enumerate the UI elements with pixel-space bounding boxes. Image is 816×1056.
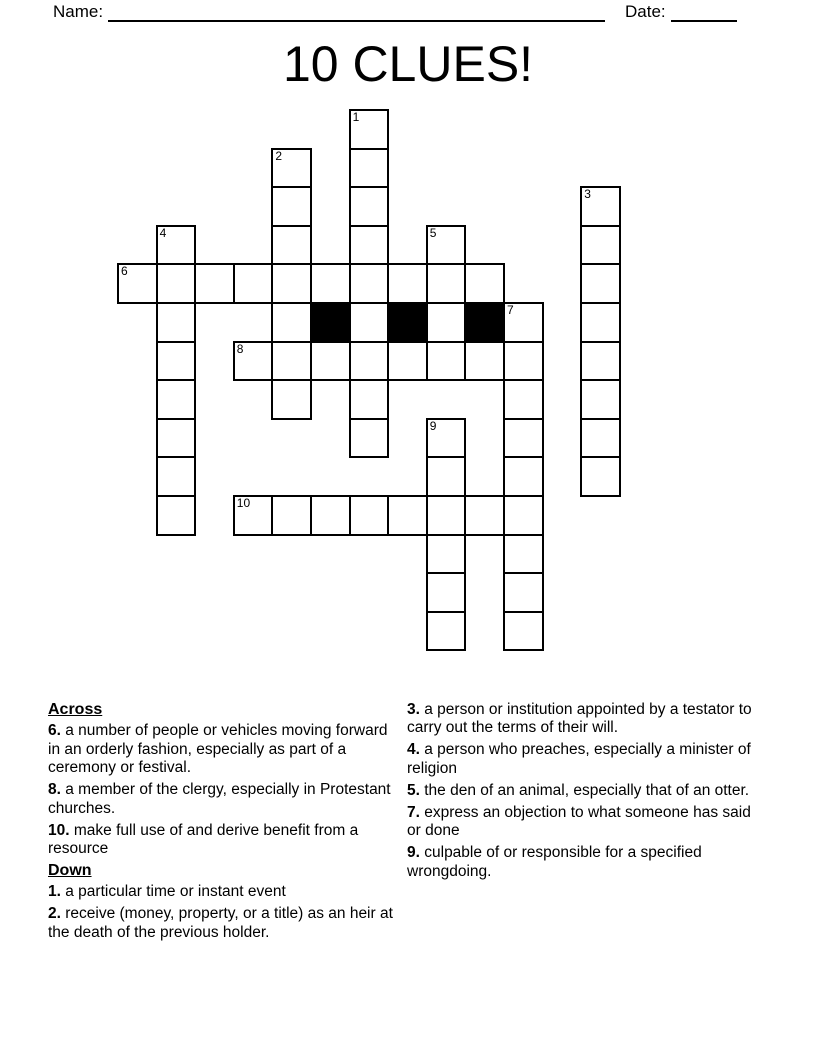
clue-number: 3.: [407, 701, 420, 718]
grid-cell[interactable]: [271, 302, 312, 343]
grid-cell[interactable]: [156, 418, 197, 459]
grid-cell[interactable]: [349, 379, 390, 420]
name-input-line[interactable]: [108, 20, 605, 22]
clue-across-8: [48, 781, 400, 818]
cell-number: 3: [584, 187, 591, 202]
grid-cell[interactable]: [117, 263, 158, 304]
clue-number: 1.: [48, 883, 61, 901]
puzzle-title: 10 CLUES!: [282, 36, 534, 92]
grid-cell[interactable]: [580, 418, 621, 459]
grid-cell[interactable]: [426, 495, 467, 536]
clue-down-2: [48, 905, 400, 942]
black-cell: [310, 302, 351, 343]
grid-cell[interactable]: [426, 456, 467, 497]
grid-cell[interactable]: [349, 148, 390, 189]
grid-cell[interactable]: [580, 456, 621, 497]
clue-number: 9.: [407, 844, 420, 862]
grid-cell[interactable]: [271, 225, 312, 266]
grid-cell[interactable]: [580, 302, 621, 343]
grid-cell[interactable]: [156, 302, 197, 343]
grid-cell[interactable]: [349, 302, 390, 343]
cell-number: 4: [159, 225, 167, 240]
grid-cell[interactable]: [233, 341, 274, 382]
grid-cell[interactable]: [426, 534, 467, 575]
clue-number: 7.: [407, 803, 420, 821]
grid-cell[interactable]: [349, 225, 390, 266]
grid-cell[interactable]: [580, 225, 621, 266]
grid-cell[interactable]: [349, 495, 390, 536]
grid-cell[interactable]: [349, 341, 390, 382]
cell-number: 8: [236, 341, 244, 356]
grid-cell[interactable]: [349, 418, 390, 459]
clue-number: 4.: [407, 741, 420, 759]
grid-cell[interactable]: [156, 379, 197, 420]
down-clue-list-right: [407, 701, 765, 881]
grid-cell[interactable]: [503, 611, 544, 652]
clue-number: 5.: [407, 781, 420, 799]
grid-cell[interactable]: [503, 456, 544, 497]
clue-down-3: [407, 701, 765, 738]
clue-text: a particular time or instant event: [65, 883, 286, 901]
grid-cell[interactable]: [349, 263, 390, 304]
black-cell: [464, 302, 505, 343]
grid-cell[interactable]: [426, 225, 467, 266]
date-label: Date:: [625, 2, 666, 21]
cell-number: 6: [121, 264, 128, 279]
down-clue-list-left: [48, 883, 400, 942]
clue-down-4: [407, 741, 765, 778]
cell-number: 2: [275, 148, 283, 163]
grid-cell[interactable]: [503, 534, 544, 575]
grid-cell[interactable]: [271, 148, 312, 189]
grid-cell[interactable]: [503, 418, 544, 459]
grid-cell[interactable]: [271, 263, 312, 304]
grid-cell[interactable]: [387, 263, 428, 304]
grid-cell[interactable]: [387, 341, 428, 382]
grid-cell[interactable]: [426, 341, 467, 382]
clue-across-6: [48, 722, 400, 777]
grid-cell[interactable]: [426, 572, 467, 613]
cell-number: 7: [507, 303, 514, 317]
grid-cell[interactable]: [271, 186, 312, 227]
clues-column-left: [48, 701, 400, 946]
clue-number: 10.: [48, 821, 70, 839]
grid-cell[interactable]: [426, 418, 467, 459]
grid-cell[interactable]: [156, 225, 197, 266]
cell-number: 9: [429, 418, 437, 433]
grid-cell[interactable]: [426, 263, 467, 304]
grid-cell[interactable]: [271, 379, 312, 420]
clue-text: culpable of or responsible for a specified wrongdoing.: [407, 844, 702, 880]
clue-down-9: [407, 844, 765, 881]
clue-text: receive (money, property, or a title) as an heir at the death of the previous holder.: [48, 905, 393, 941]
grid-cell[interactable]: [426, 611, 467, 652]
cell-number: 1: [352, 110, 360, 124]
clue-across-10: [48, 822, 400, 859]
clue-text: a number of people or vehicles moving forward in an orderly fashion, especially as part of a ceremony or festival.: [48, 722, 388, 777]
clue-text: a person or institution appointed by a testator to carry out the terms of their will.: [407, 701, 752, 737]
clue-down-5: [407, 782, 765, 800]
clue-number: 8.: [48, 781, 61, 799]
grid-cell[interactable]: [156, 456, 197, 497]
grid-cell[interactable]: [156, 495, 197, 536]
grid-cell[interactable]: [310, 495, 351, 536]
grid-cell[interactable]: [233, 263, 274, 304]
grid-cell[interactable]: [349, 186, 390, 227]
grid-cell[interactable]: [271, 495, 312, 536]
down-heading: Down: [48, 862, 92, 880]
grid-cell[interactable]: [503, 379, 544, 420]
grid-cell[interactable]: [503, 495, 544, 536]
cell-number: 5: [429, 225, 437, 240]
grid-cell[interactable]: [580, 341, 621, 382]
clue-number: 6.: [48, 722, 61, 740]
black-cell: [387, 302, 428, 343]
clue-text: the den of an animal, especially that of an otter.: [424, 781, 750, 799]
across-heading: Across: [48, 701, 103, 718]
clue-text: a member of the clergy, especially in Protestant churches.: [48, 781, 391, 817]
grid-cell[interactable]: [464, 341, 505, 382]
grid-cell[interactable]: [156, 263, 197, 304]
clue-text: make full use of and derive benefit from a resource: [48, 821, 359, 858]
clues-column-right: [407, 701, 765, 885]
grid-cell[interactable]: [580, 379, 621, 420]
grid-cell[interactable]: [580, 186, 621, 227]
grid-cell[interactable]: [503, 572, 544, 613]
grid-cell[interactable]: [194, 263, 235, 304]
grid-cell[interactable]: [387, 495, 428, 536]
clue-text: express an objection to what someone has said or done: [407, 803, 751, 840]
clue-down-1: [48, 883, 400, 901]
grid-cell[interactable]: [426, 302, 467, 343]
grid-cell[interactable]: [310, 263, 351, 304]
grid-cell[interactable]: [464, 263, 505, 304]
clue-down-7: [407, 804, 765, 841]
grid-cell[interactable]: [156, 341, 197, 382]
grid-cell[interactable]: [503, 302, 544, 343]
grid-cell[interactable]: [349, 109, 390, 150]
grid-cell[interactable]: [233, 495, 274, 536]
clue-number: 2.: [48, 905, 61, 923]
cell-number: 10: [236, 496, 251, 510]
clue-text: a person who preaches, especially a minister of religion: [407, 741, 751, 777]
grid-cell[interactable]: [464, 495, 505, 536]
date-input-line[interactable]: [671, 20, 737, 22]
grid-cell[interactable]: [503, 341, 544, 382]
name-label: Name:: [53, 2, 104, 21]
grid-cell[interactable]: [310, 341, 351, 382]
across-clue-list: [48, 722, 400, 858]
grid-cell[interactable]: [580, 263, 621, 304]
grid-cell[interactable]: [271, 341, 312, 382]
